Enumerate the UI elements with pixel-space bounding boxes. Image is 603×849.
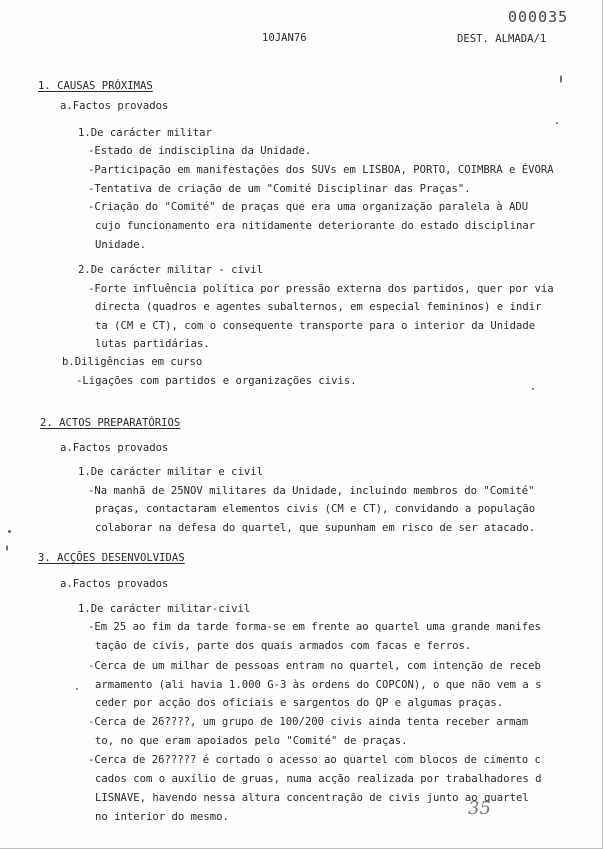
text-line: colaborar na defesa do quartel, que supunham em risco de ser atacado. [95,522,536,534]
text-line: tação de civis, parte dos quais armados com facas e ferros. [95,640,472,652]
text-line: cados com o auxílio de gruas, numa acção realizada por trabalhadores d [95,773,542,785]
section-1a1-heading: 1.De carácter militar [78,127,212,139]
text-line: ceder por acção dos oficiais e sargentos do QP e algumas praças. [95,697,504,709]
document-date: 10JAN76 [262,32,307,44]
text-line: -Criação do "Comité" de praças que era uma organização paralela à ADU [88,201,529,213]
scan-mark [8,530,11,533]
text-line: -Tentativa de criação de um "Comité Disciplinar das Praças". [88,183,471,195]
text-line: -Participação em manifestações dos SUVs em LISBOA, PORTO, COIMBRA e ÉVORA [88,164,554,176]
text-line: directa (quadros e agentes subalternos, em especial femininos) e indir [95,301,542,313]
section-1a2-heading: 2.De carácter militar - civil [78,264,263,276]
section-1-title: 1. CAUSAS PRÓXIMAS [38,80,153,92]
section-3a-heading: a.Factos provados [60,578,169,590]
text-line: praças, contactaram elementos civis (CM e CT), convidando a população [95,503,536,515]
section-1a-heading: a.Factos provados [60,100,169,112]
section-2a-heading: a.Factos provados [60,442,169,454]
section-2-title: 2. ACTOS PREPARATÓRIOS [40,417,181,429]
text-line: -Ligações com partidos e organizações civis. [76,375,357,387]
document-destination: DEST. ALMADA/1 [457,33,547,45]
text-line: to, no que eram apoiados pelo "Comité" de praças. [95,735,408,747]
scan-mark [76,688,78,690]
text-line: lutas partidárias. [95,338,210,350]
text-line: cujo funcionamento era nitidamente deteriorante do estado disciplinar [95,220,536,232]
text-line: ta (CM e CT), com o consequente transporte para o interior da Unidade [95,320,536,332]
text-line: no interior do mesmo. [95,811,229,823]
section-3-title: 3. ACÇÕES DESENVOLVIDAS [38,552,185,564]
section-1b-heading: b.Diligências em curso [62,356,203,368]
handwritten-page-number: 35 [468,798,491,819]
text-line: armamento (ali havia 1.000 G-3 às ordens do COPCON), o que não vem a s [95,679,542,691]
text-line: -Cerca de 26????, um grupo de 100/200 civis ainda tenta receber armam [88,716,529,728]
text-line: LISNAVE, havendo nessa altura concentração de civis junto ao quartel [95,792,529,804]
text-line: Unidade. [95,239,147,251]
text-line: -Cerca de um milhar de pessoas entram no quartel, com intenção de receb [88,660,541,672]
text-line: -Na manhã de 25NOV militares da Unidade, incluindo membros do "Comité" [88,485,535,497]
scan-mark [556,122,558,124]
section-2a1-heading: 1.De carácter militar e civil [78,466,263,478]
text-line: -Forte influência política por pressão externa dos partidos, quer por via [88,283,554,295]
section-3a1-heading: 1.De carácter militar-civil [78,603,251,615]
scan-mark [532,388,534,390]
text-line: -Em 25 ao fim da tarde forma-se em frente ao quartel uma grande manifes [88,621,541,633]
scan-mark [6,545,8,551]
archive-stamp-number: 000035 [508,8,569,26]
text-line: -Cerca de 26????? é cortado o acesso ao quartel com blocos de cimento c [88,754,541,766]
scan-mark [560,75,562,83]
text-line: -Estado de indisciplina da Unidade. [88,145,312,157]
